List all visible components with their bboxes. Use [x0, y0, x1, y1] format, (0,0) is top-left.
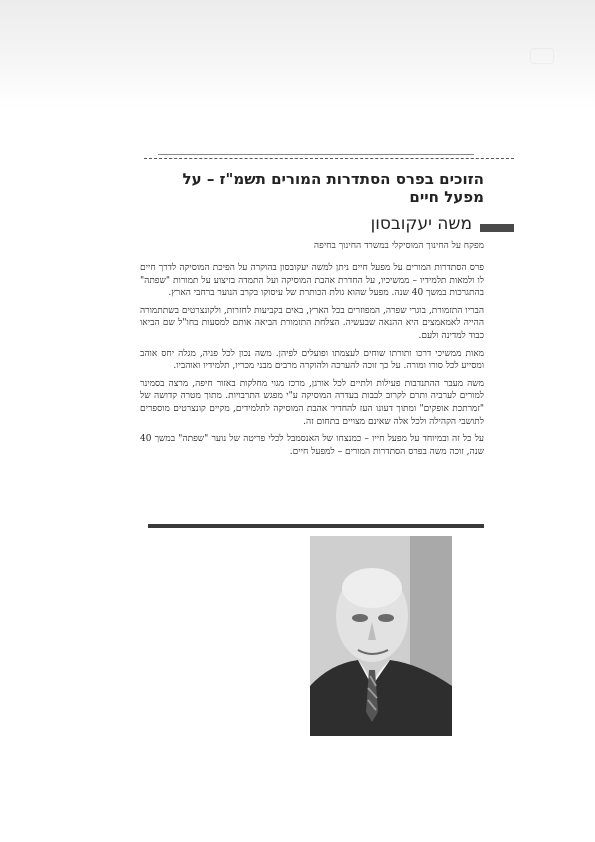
paragraph: מאות ממשיכי דרכו ותורתו שוחים לעצמתו ופועלים לפיהן. משה נכון לכל פניה, מגלה יחס אוהב ומסייע לכל סורו ומורה. על כך זוכה להערכה ולהוקרה מרבים מבני מכריו, תלמידיו ואוהביו. [140, 348, 484, 372]
article-subtitle: מפקח על החינוך המוסיקלי במשרד החינוך בחיפה [313, 241, 484, 251]
paragraph: על כל זה ובמיוחד על מפעל חייו – כמנצחו של האנסמבל לכלי פריטה של נוער "שפתה" במשך 40 שנה, זוכה משה בפרס הסתדרות המורים – למפעל חיים. [140, 434, 484, 457]
paragraph: פרס הסתדרות המורים על מפעל חיים ניתן למשה יעקובסון בהוקרה על הפיכת המוסיקה לדרך חיים לו ולמאות תלמידיו – ממשיכיו, על החדרת אהבת המוסיקה ועל התמדה בזיצוע על תמורות "שפתה" בהתגרכות במשך 40 שנה. מפעל שהוא גולת הכותרת של עיסוקו בקרב הנוער ברחבי הארץ. [140, 263, 484, 299]
portrait-illustration [310, 536, 452, 736]
paragraph: הבריו התזמורת, בוגרי שפרה, המפוזרים בכל הארץ, באים בקביעות לחזרות, ולקונצרטים בשתתמורה ההייה לאמאמצים היא ההנאה שבעשיה. הצלחת התזמורת הביאה אותם למסעות בחו"ל שם הביאו כבוד למדינה ולעם. [140, 305, 484, 341]
top-rule-dashed [144, 158, 514, 159]
scan-corner-mark [530, 48, 554, 64]
scan-shadow [0, 0, 595, 110]
top-rule-solid [158, 154, 474, 155]
portrait-photo [310, 536, 452, 736]
bottom-rule [148, 524, 484, 528]
article-body [140, 262, 484, 463]
paragraph: משה מעבר ההתנדבות פעילות ולתיים לכל אורגן, מרכז מגוי מחלקות באזור חיפה, מרצה בסמינר למורים לערביה ותרם לקרוב לבבות בעדרה המוסיקה ע"י מפגש התרבויות. מתוך מטרה קדושה של "זמרתכת אופקים" ומתוך דעונו העז להחדיר אהבת המוסיקה לתלמידים, מקיים קונצרטים מוספרים לתושבי הקהילה ולכל אלה שאינם מצויים בתחום זה. [140, 378, 484, 427]
article-headline: הזוכים בפרס הסתדרות המורים תשמ"ז – על מפעל חיים [182, 170, 484, 206]
name-marker-bar [480, 224, 514, 232]
laureate-name: משה יעקובסון [370, 214, 472, 234]
newspaper-clipping [138, 148, 514, 748]
